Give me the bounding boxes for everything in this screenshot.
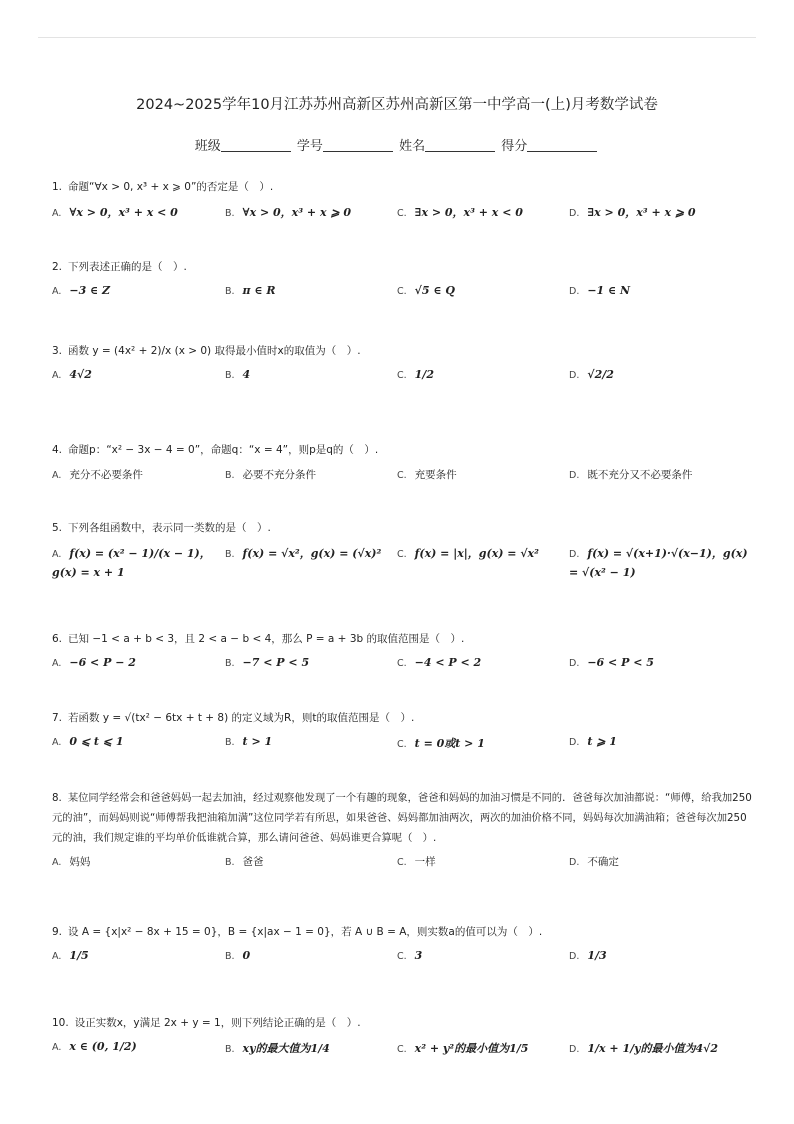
options-row — [52, 656, 752, 682]
question-number: 1. — [52, 181, 63, 193]
option-a[interactable]: A. 妈妈 — [52, 856, 91, 868]
option-c[interactable]: C. ∃x > 0，x³ + x < 0 — [397, 206, 523, 219]
option-b[interactable]: B. 必要不充分条件 — [225, 469, 317, 481]
option-b[interactable]: B. ∀x > 0，x³ + x ⩾ 0 — [225, 206, 352, 219]
stem-text: 设 A = {x|x² − 8x + 15 = 0}，B = {x|ax − 1 = 0}，若 A ∪ B = A，则实数a的值可以为（ ）. — [68, 926, 543, 938]
class-blank — [221, 137, 291, 152]
option-d[interactable]: D. 既不充分又不必要条件 — [569, 469, 693, 481]
student-id-label: 学号 — [296, 139, 323, 154]
stem-text: 已知 −1 < a + b < 3，且 2 < a − b < 4，那么 P = a + 3b 的取值范围是（ ）. — [68, 633, 465, 645]
question-stem — [52, 708, 752, 729]
option-c[interactable]: C. 一样 — [397, 856, 436, 868]
question-number: 7. — [52, 712, 63, 724]
stem-text: 命题p：“x² − 3x − 4 = 0”，命题q：“x = 4”，则p是q的（ ）. — [68, 444, 379, 456]
question-stem — [52, 257, 752, 278]
stem-text: 下列各组函数中，表示同一类数的是（ ）. — [68, 522, 271, 534]
option-d[interactable]: D. 1/3 — [569, 949, 607, 962]
option-b[interactable]: B. −7 < P < 5 — [225, 656, 310, 669]
option-d[interactable]: D. −1 ∈ N — [569, 284, 631, 297]
stem-text: 若函数 y = √(tx² − 6tx + t + 8) 的定义域为R，则t的取值范围是（ ）. — [68, 712, 415, 724]
option-b[interactable]: B. 爸爸 — [225, 856, 264, 868]
option-b[interactable]: B. π ∈ R — [225, 284, 276, 297]
option-d[interactable]: D. f(x) = √(x+1)·√(x−1)，g(x) = √(x² − 1) — [569, 547, 748, 579]
question-9 — [52, 922, 752, 975]
option-b[interactable]: B. 0 — [225, 949, 251, 962]
name-blank — [425, 137, 495, 152]
option-d[interactable]: D. −6 < P < 5 — [569, 656, 654, 669]
option-c[interactable]: C. 3 — [397, 949, 423, 962]
question-stem — [52, 440, 752, 461]
question-number: 10. — [52, 1017, 69, 1029]
option-a[interactable]: A. −6 < P − 2 — [52, 656, 136, 669]
option-a[interactable]: A. 0 ⩽ t ⩽ 1 — [52, 735, 124, 748]
question-number: 4. — [52, 444, 63, 456]
question-stem — [52, 518, 752, 539]
option-a[interactable]: A. 4√2 — [52, 368, 92, 381]
stem-text: 设正实数x，y满足 2x + y = 1，则下列结论正确的是（ ）. — [74, 1017, 361, 1029]
question-stem — [52, 629, 752, 650]
question-3 — [52, 341, 752, 394]
student-id-blank — [323, 137, 393, 152]
option-c[interactable]: C. x² + y²的最小值为1/5 — [397, 1042, 529, 1055]
option-c[interactable]: C. 充要条件 — [397, 469, 457, 481]
option-a[interactable]: A. 1/5 — [52, 949, 89, 962]
options-row — [52, 467, 752, 493]
option-b[interactable]: B. t > 1 — [225, 735, 273, 748]
question-stem — [52, 341, 752, 362]
question-number: 2. — [52, 261, 63, 273]
question-number: 6. — [52, 633, 63, 645]
options-row — [52, 204, 752, 230]
option-d[interactable]: D. 1/x + 1/y的最小值为4√2 — [569, 1042, 719, 1055]
option-a[interactable]: A. x ∈ (0, 1/2) — [52, 1040, 137, 1053]
question-7 — [52, 708, 752, 761]
question-number: 8. — [52, 792, 62, 804]
class-label: 班级 — [194, 139, 221, 154]
options-row — [52, 368, 752, 394]
option-a[interactable]: A. 充分不必要条件 — [52, 469, 143, 481]
option-a[interactable]: A. ∀x > 0，x³ + x < 0 — [52, 206, 178, 219]
question-4 — [52, 440, 752, 493]
option-d[interactable]: D. 不确定 — [569, 856, 619, 868]
question-number: 9. — [52, 926, 63, 938]
option-c[interactable]: C. −4 < P < 2 — [397, 656, 482, 669]
question-5 — [52, 518, 752, 589]
question-10 — [52, 1013, 752, 1066]
options-row — [52, 854, 752, 880]
question-8 — [52, 788, 752, 880]
option-c[interactable]: C. 1/2 — [397, 368, 434, 381]
stem-text: 命题“∀x > 0, x³ + x ⩾ 0”的否定是（ ）. — [68, 181, 274, 193]
stem-text: 函数 y = (4x² + 2)/x (x > 0) 取得最小值时x的取值为（ ）. — [68, 345, 361, 357]
stem-text: 下列表述正确的是（ ）. — [68, 261, 187, 273]
options-row — [52, 949, 752, 975]
question-stem — [52, 788, 752, 848]
option-a[interactable]: A. −3 ∈ Z — [52, 284, 111, 297]
question-stem — [52, 177, 752, 198]
question-2 — [52, 257, 752, 310]
score-blank — [527, 137, 597, 152]
option-d[interactable]: D. t ⩾ 1 — [569, 735, 617, 748]
option-b[interactable]: B. f(x) = √x²，g(x) = (√x)² — [225, 547, 382, 560]
name-label: 姓名 — [399, 139, 426, 154]
question-number: 3. — [52, 345, 63, 357]
option-b[interactable]: B. 4 — [225, 368, 251, 381]
option-d[interactable]: D. ∃x > 0，x³ + x ⩾ 0 — [569, 206, 696, 219]
student-info-line — [0, 135, 794, 154]
option-c[interactable]: C. f(x) = |x|，g(x) = √x² — [397, 547, 539, 560]
question-6 — [52, 629, 752, 682]
page-top-rule — [38, 37, 756, 38]
question-1 — [52, 177, 752, 230]
options-row — [52, 735, 752, 761]
score-label: 得分 — [501, 139, 528, 154]
option-d[interactable]: D. √2/2 — [569, 368, 614, 381]
question-stem — [52, 1013, 752, 1034]
question-number: 5. — [52, 522, 63, 534]
option-a[interactable]: A. f(x) = (x² − 1)/(x − 1)，g(x) = x + 1 — [52, 547, 211, 579]
question-stem — [52, 922, 752, 943]
options-row — [52, 1040, 752, 1066]
option-b[interactable]: B. xy的最大值为1/4 — [225, 1042, 330, 1055]
exam-title: 2024~2025学年10月江苏苏州高新区苏州高新区第一中学高一(上)月考数学试卷 — [136, 97, 658, 113]
options-row — [52, 284, 752, 310]
option-c[interactable]: C. t = 0或t > 1 — [397, 737, 485, 750]
options-row — [52, 545, 752, 589]
option-c[interactable]: C. √5 ∈ Q — [397, 284, 455, 297]
stem-text: 某位同学经常会和爸爸妈妈一起去加油，经过观察他发现了一个有趣的现象，爸爸和妈妈的加油习惯是不同的．爸爸每次加油都说：“师傅，给我加250元的油”，而妈妈则说“师傅帮我把油箱加满”这位同学若有所思，如果爸爸、妈妈都加油两次，两次的加油价格不同，妈妈每次加满油箱；爸爸每次加250元的油，我们规定谁的平均单价低谁就合算，那么请问爸爸、妈妈谁更合算呢（ ）. — [52, 792, 752, 844]
